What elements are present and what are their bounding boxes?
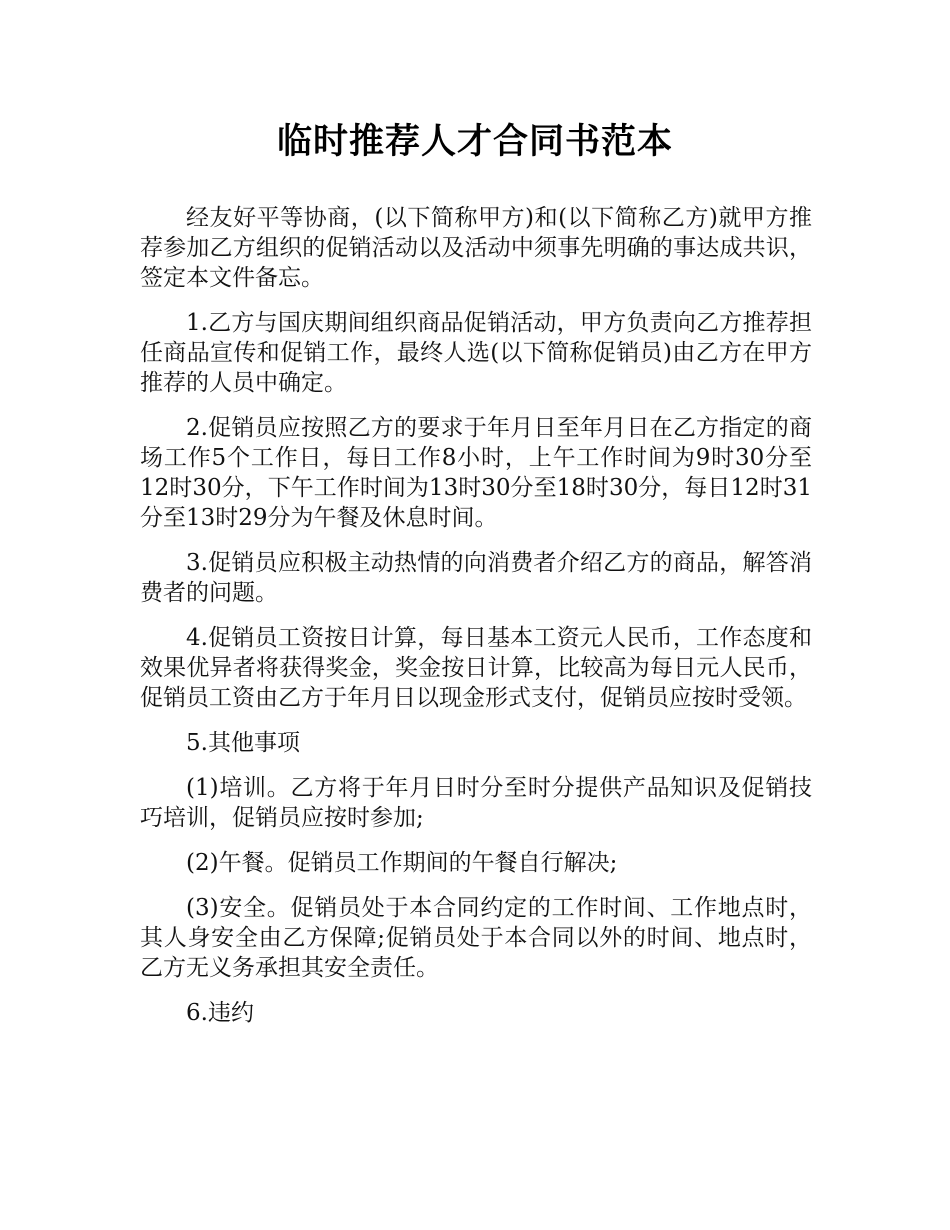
paragraph-clause-5-3: (3)安全。促销员处于本合同约定的工作时间、工作地点时，其人身安全由乙方保障;促销员处于本合同以外的时间、地点时，乙方无义务承担其安全责任。 bbox=[140, 895, 812, 981]
paragraph-intro: 经友好平等协商，(以下简称甲方)和(以下简称乙方)就甲方推荐参加乙方组织的促销活动以及活动中须事先明确的事达成共识，签定本文件备忘。 bbox=[140, 205, 812, 291]
paragraph-clause-6-heading: 6.违约 bbox=[186, 1000, 254, 1026]
document-title: 临时推荐人才合同书范本 bbox=[276, 122, 673, 162]
paragraph-clause-5-1: (1)培训。乙方将于年月日时分至时分提供产品知识及促销技巧培训，促销员应按时参加; bbox=[140, 775, 812, 831]
paragraph-clause-1: 1.乙方与国庆期间组织商品促销活动，甲方负责向乙方推荐担任商品宣传和促销工作，最终人选(以下简称促销员)由乙方在甲方推荐的人员中确定。 bbox=[140, 310, 812, 396]
paragraph-clause-5-heading: 5.其他事项 bbox=[186, 730, 300, 756]
paragraph-clause-5-2: (2)午餐。促销员工作期间的午餐自行解决; bbox=[186, 850, 618, 876]
document-body bbox=[140, 203, 812, 1043]
paragraph-clause-4: 4.促销员工资按日计算，每日基本工资元人民币，工作态度和效果优异者将获得奖金，奖金按日计算，比较高为每日元人民币，促销员工资由乙方于年月日以现金形式支付，促销员应按时受领。 bbox=[140, 625, 812, 711]
paragraph-clause-2: 2.促销员应按照乙方的要求于年月日至年月日在乙方指定的商场工作5个工作日，每日工作8小时，上午工作时间为9时30分至12时30分，下午工作时间为13时30分至18时30分，每日12时31分至13时29分为午餐及休息时间。 bbox=[140, 415, 812, 531]
paragraph-clause-3: 3.促销员应积极主动热情的向消费者介绍乙方的商品，解答消费者的问题。 bbox=[140, 550, 812, 606]
